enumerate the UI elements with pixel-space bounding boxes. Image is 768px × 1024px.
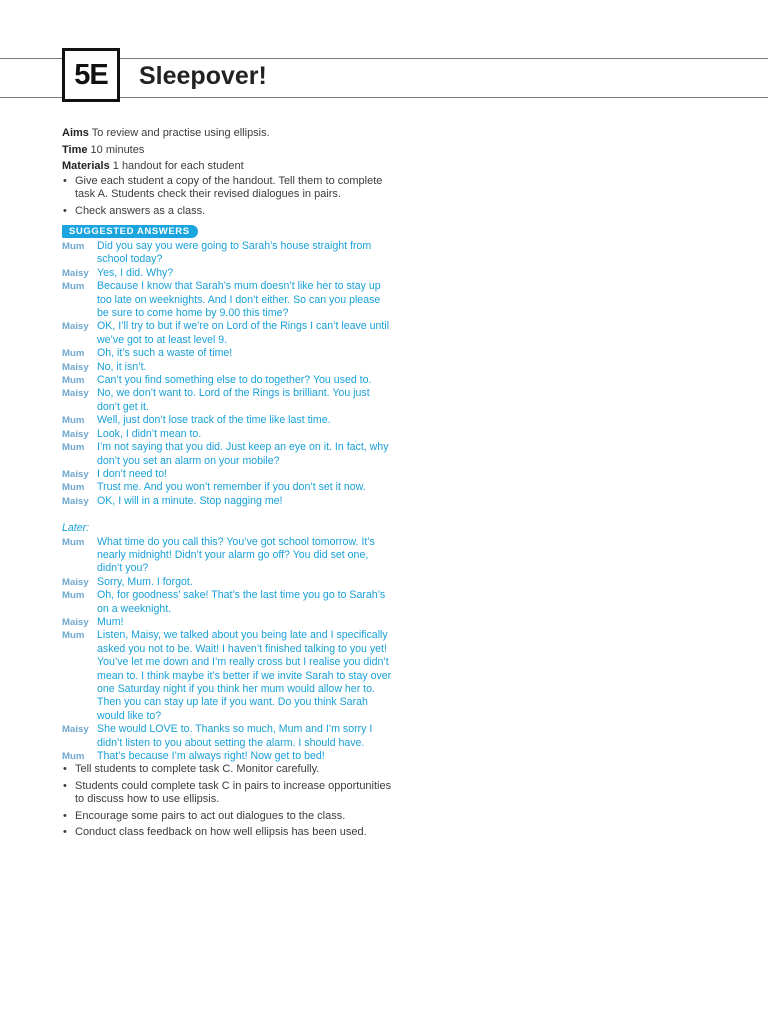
speaker: Maisy <box>62 388 89 400</box>
speaker: Maisy <box>62 428 89 440</box>
dialogue-line <box>62 536 392 576</box>
lesson-content <box>62 125 392 843</box>
meta-time: Time 10 minutes <box>62 143 145 156</box>
list-item: • Check answers as a class. <box>62 205 392 219</box>
speaker: Mum <box>62 348 85 360</box>
dialogue-line <box>62 267 392 280</box>
dialogue-line <box>62 280 392 320</box>
dialogue-line <box>62 414 392 427</box>
dialogue-line <box>62 495 392 508</box>
speaker: Mum <box>62 281 85 293</box>
speaker: Mum <box>62 482 85 494</box>
speaker: Mum <box>62 536 85 548</box>
dialogue-line <box>62 629 392 723</box>
line-text: I don’t need to! <box>97 467 168 480</box>
dialogue-2 <box>62 536 392 764</box>
final-bullets <box>62 763 392 840</box>
line-text: Can’t you find something else to do together? You used to. <box>97 374 372 387</box>
line-text: Listen, Maisy, we talked about you being late and I specifically asked you not to be. Wait! I haven’t finished talking to you yet! You’ve let me down and I’m really cross but I realise you didn’t mean to. I think maybe it’s better if we invite Sarah to stay over one Saturday night if you think her mum would allow her to. Then you can stay up late if you want. Do you think Sarah would like to? <box>97 629 392 722</box>
dialogue-line <box>62 374 392 387</box>
page-title: Sleepover! <box>139 62 267 90</box>
meta-materials: Materials 1 handout for each student <box>62 160 244 172</box>
line-text: Mum! <box>97 615 124 628</box>
dialogue-line <box>62 468 392 481</box>
later-label: Later: <box>62 522 90 535</box>
line-text: Sorry, Mum. I forgot. <box>97 575 193 588</box>
speaker: Maisy <box>62 724 89 736</box>
list-item: • Give each student a copy of the handout. Tell them to complete task A. Students check their revised dialogues in pairs. <box>62 175 392 202</box>
speaker: Maisy <box>62 321 89 333</box>
line-text: Because I know that Sarah’s mum doesn’t like her to stay up too late on weeknights. And I don’t either. So can you please be sure to come home by 9.00 this time? <box>97 280 381 320</box>
speaker: Mum <box>62 415 85 427</box>
list-item: • Encourage some pairs to act out dialogues to the class. <box>62 810 392 824</box>
line-text: What time do you call this? You’ve got school tomorrow. It’s nearly midnight! Didn’t your alarm go off? You did set one, didn’t you? <box>97 535 375 575</box>
line-text: Look, I didn’t mean to. <box>97 427 202 440</box>
line-text: She would LOVE to. Thanks so much, Mum and I’m sorry I didn’t listen to you about setting the alarm. I should have. <box>97 723 373 749</box>
speaker: Maisy <box>62 267 89 279</box>
dialogue-line <box>62 320 392 347</box>
dialogue-line <box>62 576 392 589</box>
dialogue-line <box>62 361 392 374</box>
list-item: • Tell students to complete task C. Monitor carefully. <box>62 763 392 777</box>
speaker: Maisy <box>62 616 89 628</box>
dialogue-line <box>62 441 392 468</box>
line-text: That’s because I’m always right! Now get to bed! <box>97 750 325 763</box>
speaker: Maisy <box>62 361 89 373</box>
line-text: Oh, it’s such a waste of time! <box>97 347 233 360</box>
speaker: Mum <box>62 751 85 763</box>
speaker: Mum <box>62 375 85 387</box>
line-text: I’m not saying that you did. Just keep an eye on it. In fact, why don’t you set an alarm on your mobile? <box>97 441 389 467</box>
speaker: Mum <box>62 241 85 252</box>
line-text: Yes, I did. Why? <box>97 266 174 279</box>
line-text: Well, just don’t lose track of the time like last time. <box>97 414 331 427</box>
dialogue-1 <box>62 240 392 508</box>
dialogue-line <box>62 723 392 750</box>
line-text: No, it isn’t. <box>97 360 147 373</box>
speaker: Maisy <box>62 576 89 588</box>
line-text: OK, I’ll try to but if we’re on Lord of the Rings I can’t leave until we’ve got to at least level 9. <box>97 320 390 346</box>
list-item: • Students could complete task C in pairs to increase opportunities to discuss how to use ellipsis. <box>62 780 392 807</box>
speaker: Maisy <box>62 495 89 507</box>
dialogue-line <box>62 589 392 616</box>
dialogue-line <box>62 750 392 763</box>
intro-bullets <box>62 175 392 219</box>
line-text: Did you say you were going to Sarah’s house straight from school today? <box>97 240 372 266</box>
speaker: Mum <box>62 630 85 642</box>
line-text: Trust me. And you won’t remember if you don’t set it now. <box>97 481 366 494</box>
line-text: OK, I will in a minute. Stop nagging me! <box>97 494 283 507</box>
speaker: Mum <box>62 442 85 454</box>
section-badge: 5E <box>62 48 120 102</box>
dialogue-line <box>62 428 392 441</box>
list-item: • Conduct class feedback on how well ellipsis has been used. <box>62 826 392 840</box>
dialogue-line <box>62 481 392 494</box>
dialogue-line <box>62 347 392 360</box>
speaker: Maisy <box>62 468 89 480</box>
line-text: Oh, for goodness’ sake! That’s the last time you go to Sarah’s on a weeknight. <box>97 589 386 615</box>
dialogue-line <box>62 616 392 629</box>
suggested-answers-label: SUGGESTED ANSWERS <box>62 225 198 238</box>
dialogue-line <box>62 240 392 267</box>
line-text: No, we don’t want to. Lord of the Rings is brilliant. You just don’t get it. <box>97 387 370 413</box>
speaker: Mum <box>62 590 85 602</box>
meta-aims: Aims To review and practise using ellipsis. <box>62 127 270 139</box>
dialogue-line <box>62 387 392 414</box>
lesson-meta <box>62 125 392 175</box>
